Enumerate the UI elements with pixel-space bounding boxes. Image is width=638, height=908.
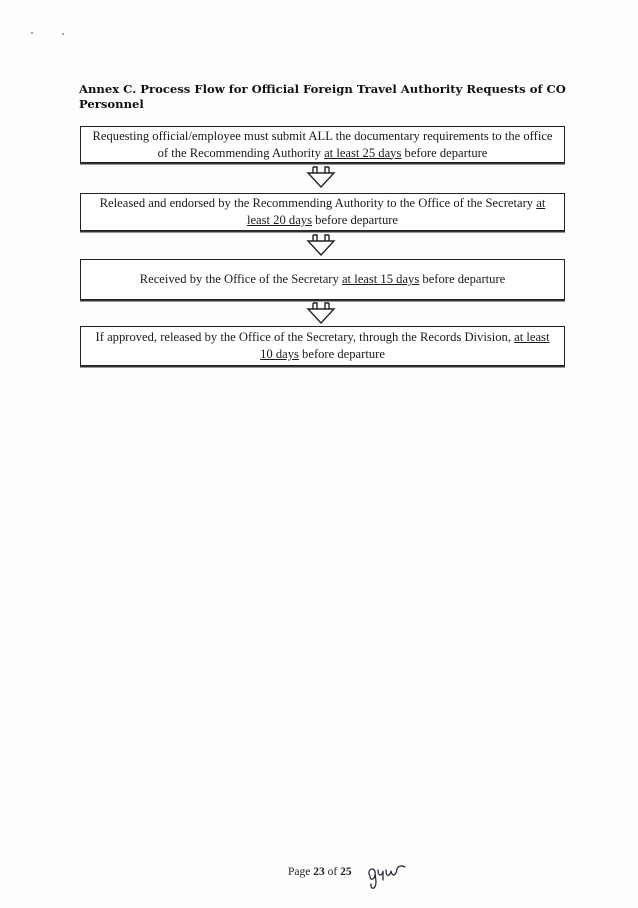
step-1-deadline: at least 25 days bbox=[324, 145, 402, 160]
page-number: 23 bbox=[313, 866, 325, 878]
step-2-deadline: at least 20 days bbox=[246, 196, 546, 227]
step-3-deadline: at least 15 days bbox=[341, 272, 420, 286]
step-1-text-end: before departure bbox=[401, 145, 488, 160]
flow-step-1 bbox=[80, 126, 565, 163]
step-2-text: Released and endorsed by the Recommending Authority to the Office of the Secretary bbox=[99, 196, 537, 210]
scan-speck bbox=[62, 33, 64, 35]
flow-step-4 bbox=[80, 326, 565, 366]
down-arrow-icon bbox=[304, 164, 338, 190]
page-label: Page bbox=[288, 866, 311, 878]
step-3-text: Received by the Office of the Secretary bbox=[139, 272, 342, 286]
flow-step-2 bbox=[80, 193, 565, 231]
step-4-deadline: at least 10 days bbox=[260, 330, 550, 361]
step-4-text-end: before departure bbox=[298, 347, 385, 361]
handwritten-initials-signature bbox=[364, 860, 412, 892]
step-3-text-end: before departure bbox=[419, 272, 506, 286]
page-footer bbox=[288, 866, 352, 878]
down-arrow-icon bbox=[304, 232, 338, 258]
page-of-label: of bbox=[327, 866, 338, 878]
annex-title: Annex C. Process Flow for Official Foreign Travel Authority Requests of CO Personnel bbox=[79, 82, 566, 111]
step-2-text-end: before departure bbox=[312, 213, 399, 227]
scan-speck bbox=[31, 32, 33, 34]
page-total: 25 bbox=[340, 866, 352, 878]
step-4-text: If approved, released by the Office of the Secretary, through the Records Division, bbox=[95, 330, 515, 344]
down-arrow-icon bbox=[304, 300, 338, 326]
step-1-text: Requesting official/employee must submit ALL the documentary requirements to the office of the Recommending Authority bbox=[92, 128, 553, 160]
flow-step-3 bbox=[80, 259, 565, 300]
